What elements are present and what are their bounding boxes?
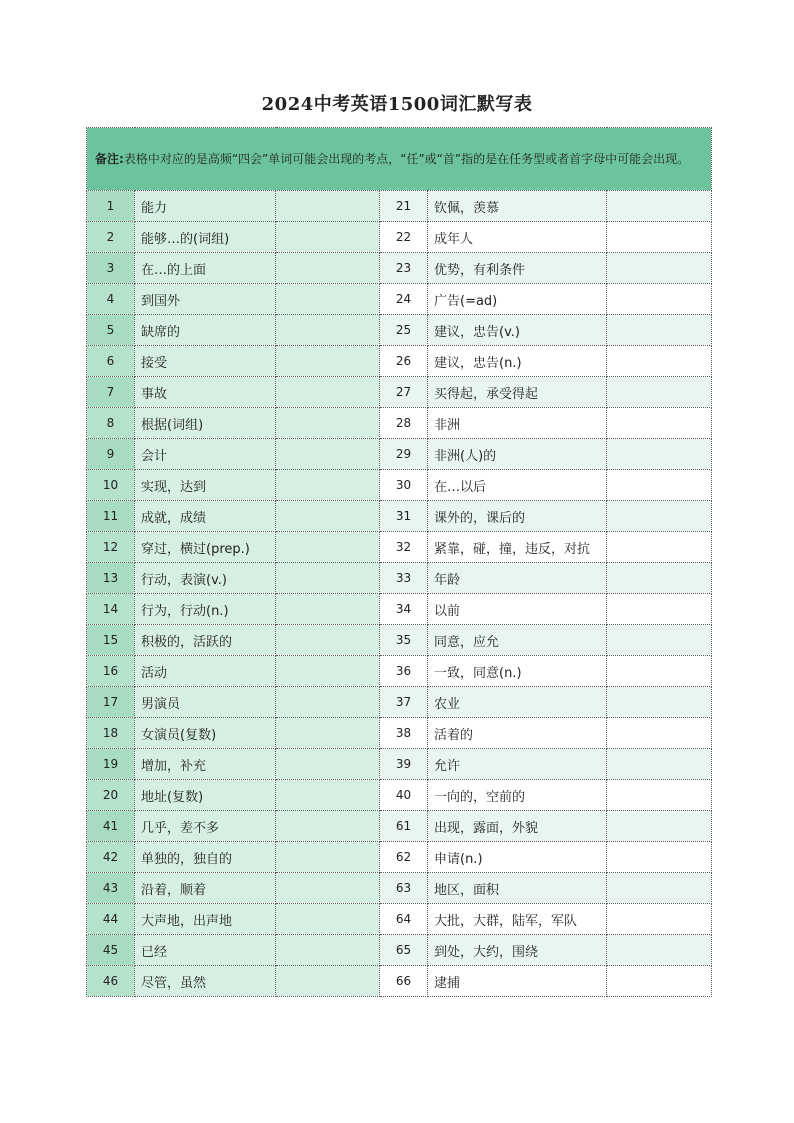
chinese-meaning-right: 活着的	[428, 718, 607, 749]
answer-cell-left[interactable]	[276, 842, 380, 873]
table-row	[87, 222, 712, 253]
row-number-right: 33	[380, 563, 428, 594]
table-row	[87, 377, 712, 408]
row-number-left: 12	[87, 532, 135, 563]
row-number-left: 46	[87, 966, 135, 997]
answer-cell-left[interactable]	[276, 501, 380, 532]
table-row	[87, 191, 712, 222]
answer-cell-right[interactable]	[607, 408, 712, 439]
chinese-meaning-left: 女演员(复数)	[135, 718, 276, 749]
answer-cell-left[interactable]	[276, 222, 380, 253]
chinese-meaning-left: 沿着，顺着	[135, 873, 276, 904]
answer-cell-left[interactable]	[276, 284, 380, 315]
row-number-left: 42	[87, 842, 135, 873]
table-row	[87, 656, 712, 687]
chinese-meaning-right: 出现，露面，外貌	[428, 811, 607, 842]
answer-cell-left[interactable]	[276, 563, 380, 594]
chinese-meaning-left: 能够…的(词组)	[135, 222, 276, 253]
note-label: 备注:	[95, 152, 124, 166]
row-number-right: 34	[380, 594, 428, 625]
chinese-meaning-right: 大批，大群，陆军，军队	[428, 904, 607, 935]
row-number-left: 45	[87, 935, 135, 966]
chinese-meaning-left: 会计	[135, 439, 276, 470]
row-number-left: 14	[87, 594, 135, 625]
chinese-meaning-right: 逮捕	[428, 966, 607, 997]
answer-cell-left[interactable]	[276, 253, 380, 284]
chinese-meaning-left: 能力	[135, 191, 276, 222]
answer-cell-left[interactable]	[276, 439, 380, 470]
answer-cell-left[interactable]	[276, 625, 380, 656]
row-number-left: 11	[87, 501, 135, 532]
row-number-left: 43	[87, 873, 135, 904]
answer-cell-left[interactable]	[276, 811, 380, 842]
row-number-left: 18	[87, 718, 135, 749]
chinese-meaning-left: 增加，补充	[135, 749, 276, 780]
row-number-right: 31	[380, 501, 428, 532]
answer-cell-right[interactable]	[607, 873, 712, 904]
row-number-right: 28	[380, 408, 428, 439]
chinese-meaning-left: 行为，行动(n.)	[135, 594, 276, 625]
answer-cell-right[interactable]	[607, 253, 712, 284]
row-number-left: 2	[87, 222, 135, 253]
chinese-meaning-right: 买得起，承受得起	[428, 377, 607, 408]
answer-cell-right[interactable]	[607, 470, 712, 501]
note-row	[87, 128, 712, 191]
answer-cell-right[interactable]	[607, 501, 712, 532]
row-number-left: 17	[87, 687, 135, 718]
row-number-right: 24	[380, 284, 428, 315]
chinese-meaning-left: 缺席的	[135, 315, 276, 346]
table-row	[87, 501, 712, 532]
answer-cell-left[interactable]	[276, 780, 380, 811]
row-number-right: 36	[380, 656, 428, 687]
chinese-meaning-right: 紧靠，碰，撞，违反，对抗	[428, 532, 607, 563]
row-number-left: 44	[87, 904, 135, 935]
row-number-right: 65	[380, 935, 428, 966]
row-number-left: 20	[87, 780, 135, 811]
answer-cell-right[interactable]	[607, 656, 712, 687]
row-number-right: 22	[380, 222, 428, 253]
answer-cell-left[interactable]	[276, 315, 380, 346]
table-row	[87, 253, 712, 284]
row-number-left: 16	[87, 656, 135, 687]
table-row	[87, 718, 712, 749]
answer-cell-left[interactable]	[276, 749, 380, 780]
chinese-meaning-right: 广告(=ad)	[428, 284, 607, 315]
row-number-left: 41	[87, 811, 135, 842]
chinese-meaning-right: 钦佩，羡慕	[428, 191, 607, 222]
answer-cell-right[interactable]	[607, 563, 712, 594]
table-row	[87, 346, 712, 377]
chinese-meaning-left: 穿过，横过(prep.)	[135, 532, 276, 563]
answer-cell-left[interactable]	[276, 687, 380, 718]
row-number-left: 15	[87, 625, 135, 656]
answer-cell-right[interactable]	[607, 222, 712, 253]
row-number-right: 37	[380, 687, 428, 718]
answer-cell-right[interactable]	[607, 749, 712, 780]
table-row	[87, 749, 712, 780]
answer-cell-left[interactable]	[276, 966, 380, 997]
table-row	[87, 284, 712, 315]
answer-cell-right[interactable]	[607, 191, 712, 222]
chinese-meaning-right: 申请(n.)	[428, 842, 607, 873]
chinese-meaning-right: 允许	[428, 749, 607, 780]
chinese-meaning-left: 已经	[135, 935, 276, 966]
answer-cell-left[interactable]	[276, 904, 380, 935]
table-row	[87, 594, 712, 625]
chinese-meaning-right: 成年人	[428, 222, 607, 253]
answer-cell-right[interactable]	[607, 966, 712, 997]
answer-cell-right[interactable]	[607, 377, 712, 408]
chinese-meaning-left: 在…的上面	[135, 253, 276, 284]
chinese-meaning-right: 优势，有利条件	[428, 253, 607, 284]
row-number-left: 4	[87, 284, 135, 315]
vocabulary-table	[86, 127, 712, 997]
row-number-left: 3	[87, 253, 135, 284]
table-row	[87, 811, 712, 842]
row-number-left: 9	[87, 439, 135, 470]
answer-cell-right[interactable]	[607, 594, 712, 625]
row-number-right: 27	[380, 377, 428, 408]
table-row	[87, 532, 712, 563]
row-number-right: 40	[380, 780, 428, 811]
answer-cell-left[interactable]	[276, 935, 380, 966]
answer-cell-right[interactable]	[607, 811, 712, 842]
chinese-meaning-right: 同意，应允	[428, 625, 607, 656]
chinese-meaning-right: 课外的，课后的	[428, 501, 607, 532]
chinese-meaning-right: 非洲	[428, 408, 607, 439]
table-row	[87, 687, 712, 718]
table-row	[87, 842, 712, 873]
table-row	[87, 439, 712, 470]
table-row	[87, 408, 712, 439]
chinese-meaning-right: 非洲(人)的	[428, 439, 607, 470]
answer-cell-left[interactable]	[276, 346, 380, 377]
chinese-meaning-right: 建议，忠告(v.)	[428, 315, 607, 346]
row-number-left: 6	[87, 346, 135, 377]
chinese-meaning-left: 事故	[135, 377, 276, 408]
answer-cell-left[interactable]	[276, 377, 380, 408]
answer-cell-left[interactable]	[276, 718, 380, 749]
table-row	[87, 625, 712, 656]
note-cell	[87, 128, 712, 191]
chinese-meaning-right: 农业	[428, 687, 607, 718]
answer-cell-right[interactable]	[607, 842, 712, 873]
table-row	[87, 780, 712, 811]
answer-cell-left[interactable]	[276, 408, 380, 439]
chinese-meaning-right: 建议，忠告(n.)	[428, 346, 607, 377]
table-row	[87, 470, 712, 501]
row-number-left: 8	[87, 408, 135, 439]
chinese-meaning-left: 单独的，独自的	[135, 842, 276, 873]
chinese-meaning-right: 在…以后	[428, 470, 607, 501]
row-number-right: 64	[380, 904, 428, 935]
answer-cell-right[interactable]	[607, 284, 712, 315]
chinese-meaning-left: 根据(词组)	[135, 408, 276, 439]
answer-cell-left[interactable]	[276, 470, 380, 501]
answer-cell-right[interactable]	[607, 718, 712, 749]
answer-cell-right[interactable]	[607, 904, 712, 935]
answer-cell-right[interactable]	[607, 532, 712, 563]
page-title: 2024中考英语1500词汇默写表	[261, 94, 533, 115]
answer-cell-right[interactable]	[607, 780, 712, 811]
row-number-right: 35	[380, 625, 428, 656]
table-row	[87, 904, 712, 935]
row-number-right: 25	[380, 315, 428, 346]
answer-cell-left[interactable]	[276, 191, 380, 222]
chinese-meaning-right: 年龄	[428, 563, 607, 594]
answer-cell-right[interactable]	[607, 439, 712, 470]
row-number-right: 66	[380, 966, 428, 997]
chinese-meaning-left: 接受	[135, 346, 276, 377]
row-number-right: 38	[380, 718, 428, 749]
row-number-right: 26	[380, 346, 428, 377]
table-row	[87, 935, 712, 966]
chinese-meaning-right: 到处，大约，围绕	[428, 935, 607, 966]
chinese-meaning-right: 地区，面积	[428, 873, 607, 904]
answer-cell-left[interactable]	[276, 532, 380, 563]
chinese-meaning-left: 大声地，出声地	[135, 904, 276, 935]
row-number-right: 21	[380, 191, 428, 222]
chinese-meaning-left: 积极的，活跃的	[135, 625, 276, 656]
chinese-meaning-left: 活动	[135, 656, 276, 687]
row-number-right: 23	[380, 253, 428, 284]
chinese-meaning-right: 以前	[428, 594, 607, 625]
answer-cell-right[interactable]	[607, 935, 712, 966]
row-number-right: 30	[380, 470, 428, 501]
table-row	[87, 873, 712, 904]
chinese-meaning-left: 到国外	[135, 284, 276, 315]
chinese-meaning-left: 成就，成绩	[135, 501, 276, 532]
chinese-meaning-right: 一向的，空前的	[428, 780, 607, 811]
table-row	[87, 966, 712, 997]
answer-cell-right[interactable]	[607, 687, 712, 718]
row-number-left: 13	[87, 563, 135, 594]
table-row	[87, 315, 712, 346]
chinese-meaning-left: 实现，达到	[135, 470, 276, 501]
row-number-right: 29	[380, 439, 428, 470]
answer-cell-right[interactable]	[607, 315, 712, 346]
answer-cell-left[interactable]	[276, 594, 380, 625]
answer-cell-right[interactable]	[607, 625, 712, 656]
row-number-left: 5	[87, 315, 135, 346]
chinese-meaning-left: 几乎，差不多	[135, 811, 276, 842]
row-number-left: 10	[87, 470, 135, 501]
answer-cell-left[interactable]	[276, 873, 380, 904]
answer-cell-right[interactable]	[607, 346, 712, 377]
answer-cell-left[interactable]	[276, 656, 380, 687]
row-number-right: 61	[380, 811, 428, 842]
note-text: 表格中对应的是高频“四会”单词可能会出现的考点，“任”或“首”指的是在任务型或者首字母中可能会出现。	[123, 152, 690, 166]
table-row	[87, 563, 712, 594]
row-number-left: 19	[87, 749, 135, 780]
chinese-meaning-left: 行动，表演(v.)	[135, 563, 276, 594]
row-number-right: 63	[380, 873, 428, 904]
row-number-right: 39	[380, 749, 428, 780]
chinese-meaning-left: 男演员	[135, 687, 276, 718]
chinese-meaning-left: 尽管，虽然	[135, 966, 276, 997]
row-number-right: 62	[380, 842, 428, 873]
row-number-left: 7	[87, 377, 135, 408]
row-number-left: 1	[87, 191, 135, 222]
chinese-meaning-right: 一致，同意(n.)	[428, 656, 607, 687]
row-number-right: 32	[380, 532, 428, 563]
chinese-meaning-left: 地址(复数)	[135, 780, 276, 811]
